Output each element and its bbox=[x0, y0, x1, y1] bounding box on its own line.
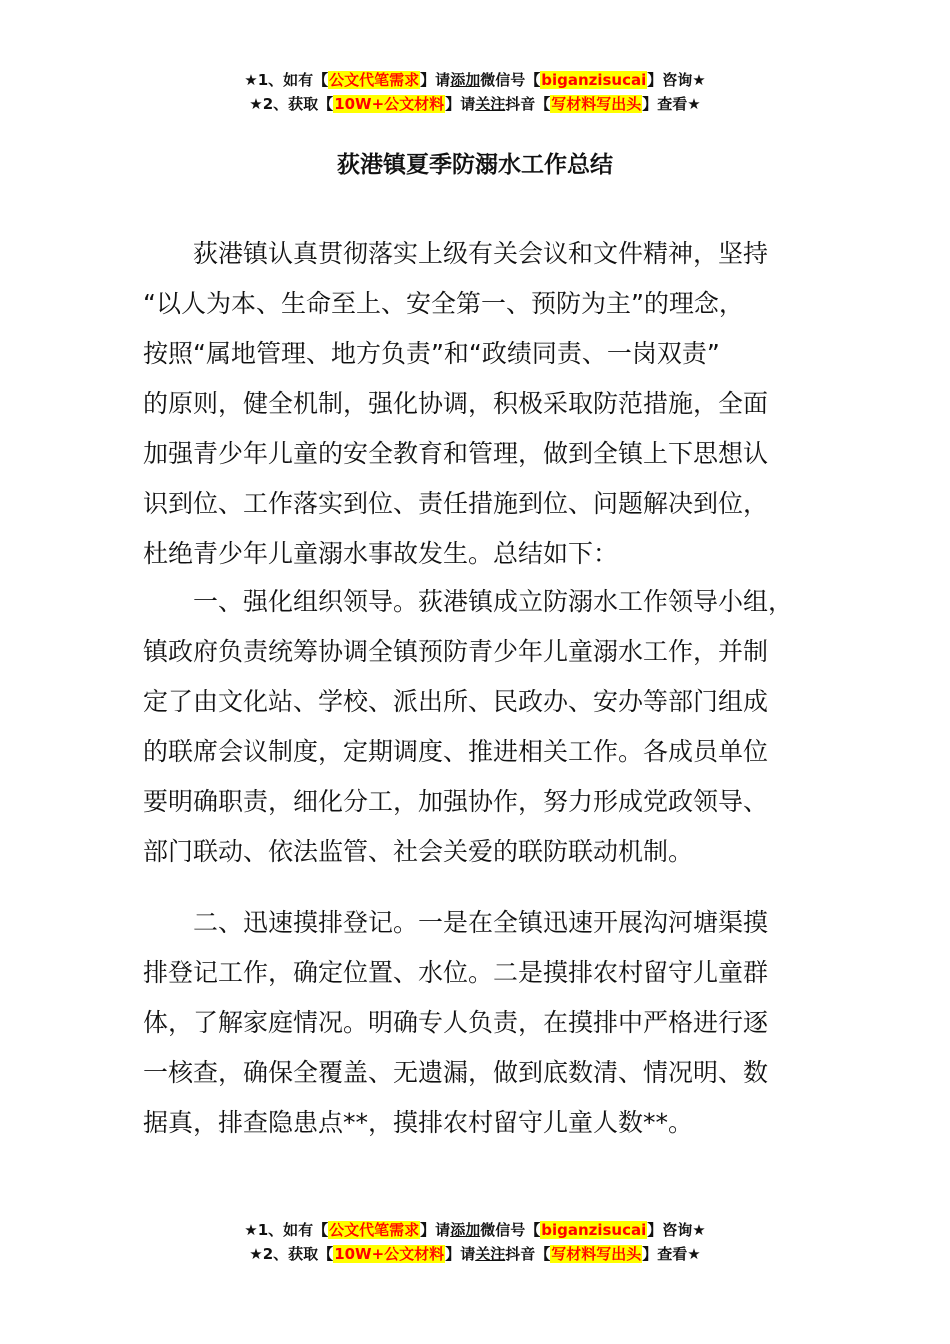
banner-line-1 bbox=[0, 68, 950, 92]
banner-text: 】查看★ bbox=[642, 1245, 701, 1263]
text-line: 杜绝青少年儿童溺水事故发生。总结如下： bbox=[143, 539, 619, 568]
text-line: 镇政府负责统筹协调全镇预防青少年儿童溺水工作，并制 bbox=[143, 637, 769, 666]
highlight-wechat-id: biganzisucai bbox=[541, 1221, 647, 1239]
highlight-douyin: 写材料写出头 bbox=[551, 95, 642, 113]
header-banner bbox=[0, 68, 950, 116]
banner-text: 】查看★ bbox=[642, 95, 701, 113]
highlight-materials: 10W+公文材料 bbox=[334, 1245, 445, 1263]
text-line: 按照“属地管理、地方负责”和“政绩同责、一岗双责” bbox=[143, 339, 720, 368]
banner-text: ★1、如有【 bbox=[244, 1221, 329, 1239]
text-line: 排登记工作，确定位置、水位。二是摸排农村留守儿童群 bbox=[143, 958, 769, 987]
banner-emphasis: 添加 bbox=[450, 1221, 481, 1239]
banner-text: 微信号【 bbox=[480, 1221, 541, 1239]
banner-text: ★2、获取【 bbox=[249, 1245, 334, 1263]
banner-text: ★1、如有【 bbox=[244, 71, 329, 89]
banner-emphasis: 关注 bbox=[475, 95, 506, 113]
text-line: 一核查，确保全覆盖、无遗漏，做到底数清、情况明、数 bbox=[143, 1058, 769, 1087]
document-title: 荻港镇夏季防溺水工作总结 bbox=[337, 152, 613, 178]
text-line: 要明确职责，细化分工，加强协作，努力形成党政领导、 bbox=[143, 787, 769, 816]
banner-text: 】请 bbox=[445, 95, 476, 113]
text-line: 据真，排查隐患点**，摸排农村留守儿童人数**。 bbox=[143, 1108, 694, 1137]
text-line: 识到位、工作落实到位、责任措施到位、问题解决到位， bbox=[143, 489, 769, 518]
banner-text: 抖音【 bbox=[505, 1245, 551, 1263]
paragraph-registration bbox=[143, 898, 843, 1148]
highlight-service: 公文代笔需求 bbox=[329, 1221, 420, 1239]
banner-text: 】请 bbox=[420, 71, 451, 89]
highlight-douyin: 写材料写出头 bbox=[551, 1245, 642, 1263]
text-line: 部门联动、依法监管、社会关爱的联防联动机制。 bbox=[143, 837, 694, 866]
footer-banner bbox=[0, 1218, 950, 1266]
text-line: 加强青少年儿童的安全教育和管理，做到全镇上下思想认 bbox=[143, 439, 769, 468]
banner-line-2 bbox=[0, 1242, 950, 1266]
text-line: “以人为本、生命至上、安全第一、预防为主”的理念， bbox=[143, 289, 744, 318]
banner-emphasis: 添加 bbox=[450, 71, 481, 89]
banner-text: 微信号【 bbox=[480, 71, 541, 89]
banner-text: 】请 bbox=[420, 1221, 451, 1239]
text-line: 的联席会议制度，定期调度、推进相关工作。各成员单位 bbox=[143, 737, 769, 766]
text-line: 一、强化组织领导。荻港镇成立防溺水工作领导小组， bbox=[193, 587, 794, 616]
banner-text: 】请 bbox=[445, 1245, 476, 1263]
banner-emphasis: 关注 bbox=[475, 1245, 506, 1263]
text-line: 的原则，健全机制，强化协调，积极采取防范措施，全面 bbox=[143, 389, 769, 418]
text-line: 定了由文化站、学校、派出所、民政办、安办等部门组成 bbox=[143, 687, 769, 716]
text-line: 荻港镇认真贯彻落实上级有关会议和文件精神，坚持 bbox=[193, 239, 769, 268]
paragraph-organization bbox=[143, 577, 843, 877]
highlight-service: 公文代笔需求 bbox=[329, 71, 420, 89]
banner-text: ★2、获取【 bbox=[249, 95, 334, 113]
banner-text: 】咨询★ bbox=[647, 71, 706, 89]
banner-line-2 bbox=[0, 92, 950, 116]
text-line: 体，了解家庭情况。明确专人负责，在摸排中严格进行逐 bbox=[143, 1008, 769, 1037]
text-line: 二、迅速摸排登记。一是在全镇迅速开展沟河塘渠摸 bbox=[193, 908, 769, 937]
highlight-wechat-id: biganzisucai bbox=[541, 71, 647, 89]
paragraph-intro bbox=[143, 229, 843, 579]
banner-text: 】咨询★ bbox=[647, 1221, 706, 1239]
banner-line-1 bbox=[0, 1218, 950, 1242]
highlight-materials: 10W+公文材料 bbox=[334, 95, 445, 113]
banner-text: 抖音【 bbox=[505, 95, 551, 113]
